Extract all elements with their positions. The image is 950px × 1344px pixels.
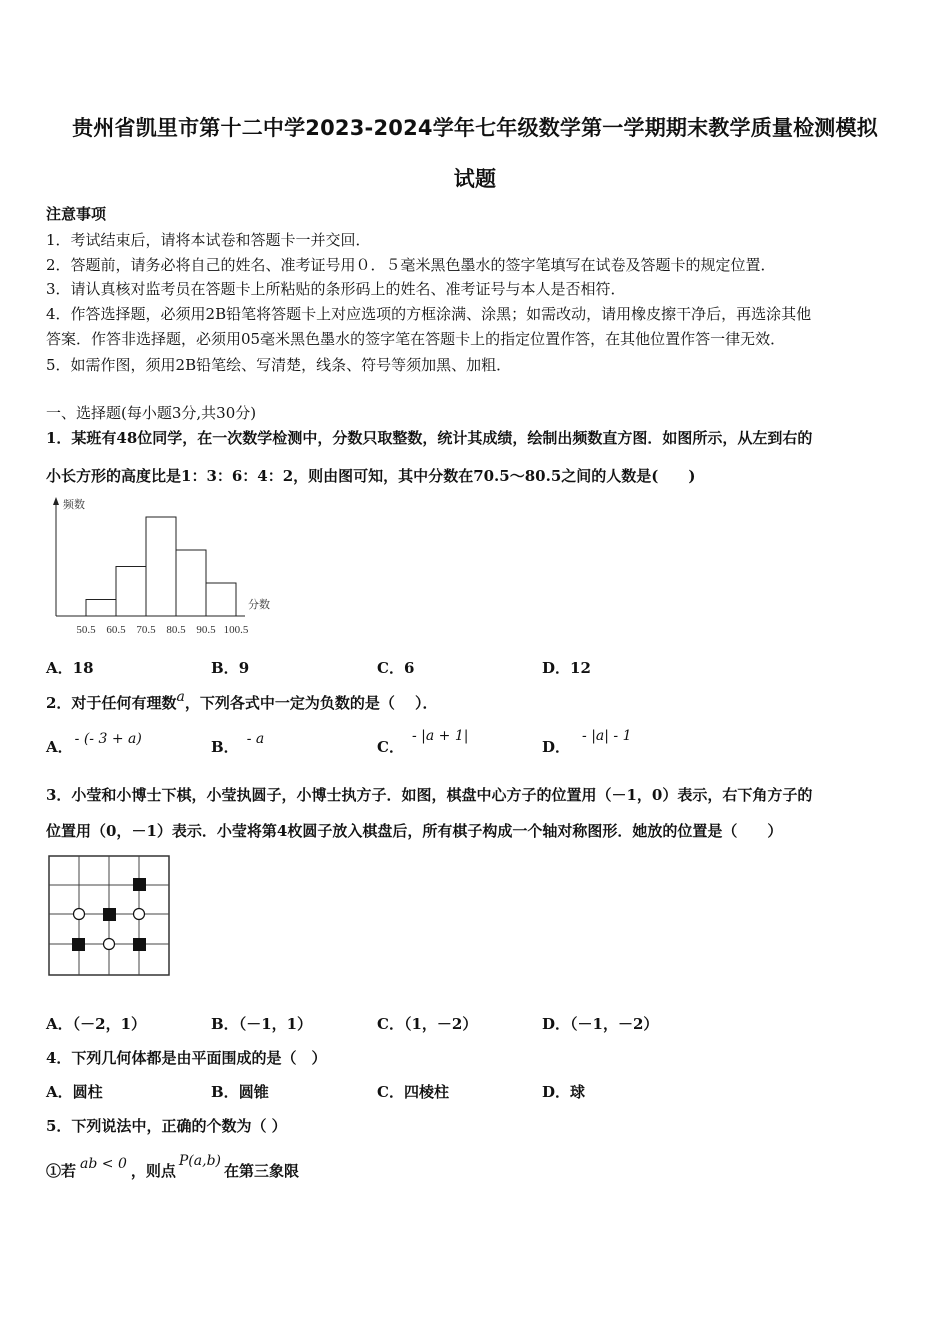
q3-option-a[interactable] (46, 1013, 146, 1034)
option-label: D． (542, 659, 571, 677)
q4-option-b[interactable] (211, 1081, 269, 1102)
q1-option-a[interactable] (46, 657, 94, 678)
option-text: 9 (238, 659, 250, 677)
q3-stem-line1: 3．小莹和小博士下棋，小莹执圆子，小博士执方子．如图，棋盘中心方子的位置用（－1，0）表示，右下角方子的 (46, 786, 813, 804)
q4-option-a[interactable] (46, 1081, 103, 1102)
x-tick-label: 90.5 (196, 624, 216, 636)
chess-board-figure (46, 853, 174, 979)
q2-option-a[interactable] (46, 731, 142, 757)
option-label: D． (542, 738, 571, 756)
q5-stem: 5．下列说法中，正确的个数为（ ） (46, 1117, 287, 1135)
notice-heading: 注意事项 (46, 205, 107, 223)
x-tick-label: 80.5 (166, 624, 186, 636)
option-text: 圆柱 (72, 1083, 103, 1101)
notice-item-5: 5．如需作图，须用2B铅笔绘、写清楚，线条、符号等须加黑、加粗． (46, 356, 512, 374)
page-title: 贵州省凯里市第十二中学2023-2024学年七年级数学第一学期期末教学质量检测模拟 (72, 116, 878, 140)
square-piece (72, 938, 85, 951)
notice-item-2: 2．答题前，请务必将自己的姓名、准考证号用０．５毫米黑色墨水的签字笔填写在试卷及答题卡的规定位置． (46, 256, 776, 274)
x-tick-label: 100.5 (223, 624, 249, 636)
page-title-cont: 试题 (453, 167, 497, 191)
option-text: 球 (570, 1083, 586, 1101)
y-axis-label: 频数 (63, 499, 85, 511)
q2-stem-a: 2．对于任何有理数 (46, 694, 177, 712)
histogram-chart (40, 492, 280, 642)
square-piece (133, 938, 146, 951)
q3-option-c[interactable] (377, 1013, 477, 1034)
option-label: B． (211, 1083, 239, 1101)
q1-option-d[interactable] (542, 657, 591, 678)
q5-item1-c: 在第三象限 (224, 1162, 300, 1180)
option-text: 6 (403, 659, 415, 677)
x-tick-label: 60.5 (106, 624, 126, 636)
q1-stem-line1: 1．某班有48位同学，在一次数学检测中，分数只取整数，统计其成绩，绘制出频数直方图．如图所示，从左到右的 (46, 429, 813, 447)
q4-stem: 4．下列几何体都是由平面围成的是（ ） (46, 1049, 327, 1067)
q2-var: a (176, 689, 185, 705)
x-axis-label: 分数 (248, 599, 270, 611)
q5-item-1 (46, 1153, 300, 1181)
q1-stem-line2: 小长方形的高度比是1：3：6：4：2，则由图可知，其中分数在70.5～80.5之间的人数是( ) (46, 467, 696, 485)
option-text: 圆锥 (238, 1083, 269, 1101)
option-label: B． (211, 659, 239, 677)
histogram-bar-60.5-70.5 (116, 567, 146, 617)
option-label: A． (46, 659, 73, 677)
option-expr: - (- 3 + a) (74, 731, 142, 747)
x-tick-label: 70.5 (136, 624, 156, 636)
q4-option-c[interactable] (377, 1081, 449, 1102)
square-piece (103, 908, 116, 921)
q1-option-b[interactable] (211, 657, 249, 678)
round-piece (104, 939, 115, 950)
histogram-bar-90.5-100.5 (206, 583, 236, 616)
q5-item1-b: ，则点 (130, 1162, 176, 1180)
histogram-bar-80.5-90.5 (176, 550, 206, 616)
option-label: A． (46, 1083, 73, 1101)
option-expr: - |a + 1| (411, 728, 469, 744)
q3-option-b[interactable] (211, 1013, 312, 1034)
q5-item1-point: P(a,b) (178, 1153, 221, 1169)
q1-option-c[interactable] (377, 657, 414, 678)
option-label: D． (542, 1083, 571, 1101)
option-label: B． (211, 1015, 239, 1033)
option-text: 四棱柱 (403, 1083, 449, 1101)
round-piece (74, 909, 85, 920)
option-label: A． (46, 1015, 73, 1033)
option-label: C． (377, 659, 404, 677)
q2-option-d[interactable] (542, 728, 632, 757)
y-axis-arrow (53, 497, 59, 505)
q4-option-d[interactable] (542, 1081, 585, 1102)
notice-item-4: 4．作答选择题，必须用2B铅笔将答题卡上对应选项的方框涂满、涂黑；如需改动，请用橡皮擦干净后，再选涂其他 (46, 305, 812, 323)
option-text: 18 (72, 659, 94, 677)
q2-option-b[interactable] (211, 731, 265, 757)
q3-option-d[interactable] (542, 1013, 658, 1034)
option-expr: - a (246, 731, 265, 747)
option-label: C． (377, 738, 404, 756)
option-label: B． (211, 738, 239, 756)
q3-stem-line2: 位置用（0，－1）表示．小莹将第4枚圆子放入棋盘后，所有棋子构成一个轴对称图形．她放的位置是（ ） (46, 822, 783, 840)
square-piece (133, 878, 146, 891)
notice-item-4-cont: 答案．作答非选择题，必须用05毫米黑色墨水的签字笔在答题卡上的指定位置作答，在其他位置作答一律无效． (46, 330, 786, 348)
option-label: C． (377, 1083, 404, 1101)
q5-item1-a: ①若 (46, 1162, 77, 1180)
option-expr: - |a| - 1 (582, 728, 632, 744)
q2-option-c[interactable] (377, 728, 469, 757)
option-text: （－2，1） (72, 1015, 147, 1033)
option-text: （－1，－2） (570, 1015, 659, 1033)
notice-item-3: 3．请认真核对监考员在答题卡上所粘贴的条形码上的姓名、准考证号与本人是否相符． (46, 280, 626, 298)
option-label: A． (46, 738, 73, 756)
q2-stem (46, 689, 438, 713)
option-text: 12 (570, 659, 591, 677)
x-tick-label: 50.5 (76, 624, 96, 636)
histogram-bar-50.5-60.5 (86, 600, 116, 617)
q5-item1-cond: ab < 0 (80, 1156, 127, 1172)
histogram-bar-70.5-80.5 (146, 517, 176, 616)
round-piece (134, 909, 145, 920)
option-label: C． (377, 1015, 404, 1033)
notice-item-1: 1．考试结束后，请将本试卷和答题卡一并交回． (46, 231, 371, 249)
option-label: D． (542, 1015, 571, 1033)
option-text: （1，－2） (403, 1015, 478, 1033)
q2-stem-b: ，下列各式中一定为负数的是（ ）． (184, 694, 438, 712)
option-text: （－1，1） (238, 1015, 313, 1033)
section-heading: 一、选择题(每小题3分,共30分) (46, 404, 257, 422)
